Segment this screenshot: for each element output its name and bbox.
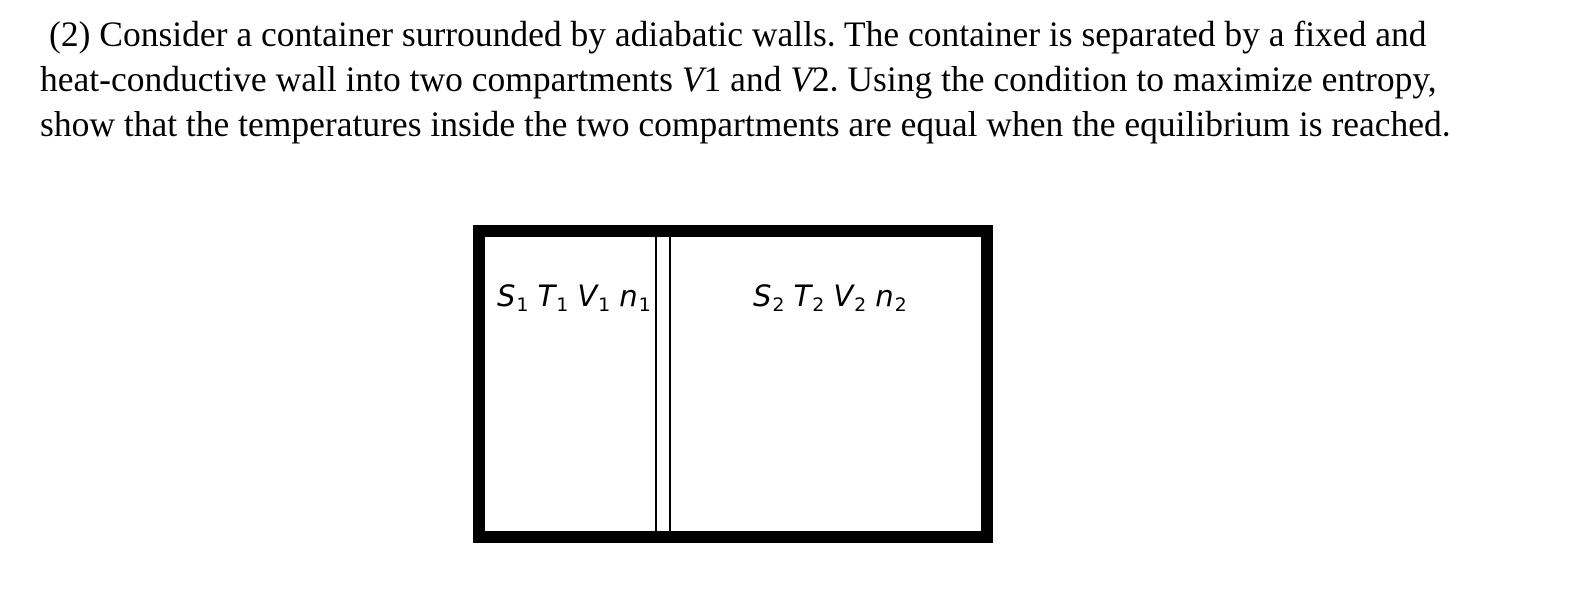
volume-2: $V_2$ xyxy=(833,279,867,316)
problem-statement xyxy=(40,12,1560,147)
compartment-1-label xyxy=(497,279,651,316)
volume-1-symbol: V xyxy=(681,59,704,99)
entropy-1: $S_1$ xyxy=(497,279,529,316)
moles-2: $n_2$ xyxy=(875,279,907,316)
volume-2-symbol: V xyxy=(790,59,812,99)
volume-1-index: 1 xyxy=(703,59,722,99)
conductive-wall-left-line xyxy=(655,237,657,531)
problem-line-2-and: and xyxy=(721,59,791,99)
temperature-2: $T_2$ xyxy=(793,279,825,316)
adiabatic-container-wall xyxy=(473,225,993,543)
compartment-2-label xyxy=(753,279,907,316)
problem-line-1: (2) Consider a container surrounded by adiabatic walls. The container is separated by a fixed and xyxy=(49,14,1427,54)
entropy-2: $S_2$ xyxy=(753,279,785,316)
moles-1: $n_1$ xyxy=(619,279,651,316)
problem-line-2-start: heat-conductive wall into two compartments xyxy=(40,59,682,99)
temperature-1: $T_1$ xyxy=(537,279,569,316)
volume-1: $V_1$ xyxy=(577,279,611,316)
problem-line-3: show that the temperatures inside the two compartments are equal when the equilibrium is reached. xyxy=(40,104,1451,144)
problem-line-2-end: . Using the condition to maximize entropy, xyxy=(829,59,1437,99)
volume-2-index: 2 xyxy=(811,59,830,99)
problem-line-2 xyxy=(40,57,1560,102)
conductive-wall-right-line xyxy=(669,237,671,531)
